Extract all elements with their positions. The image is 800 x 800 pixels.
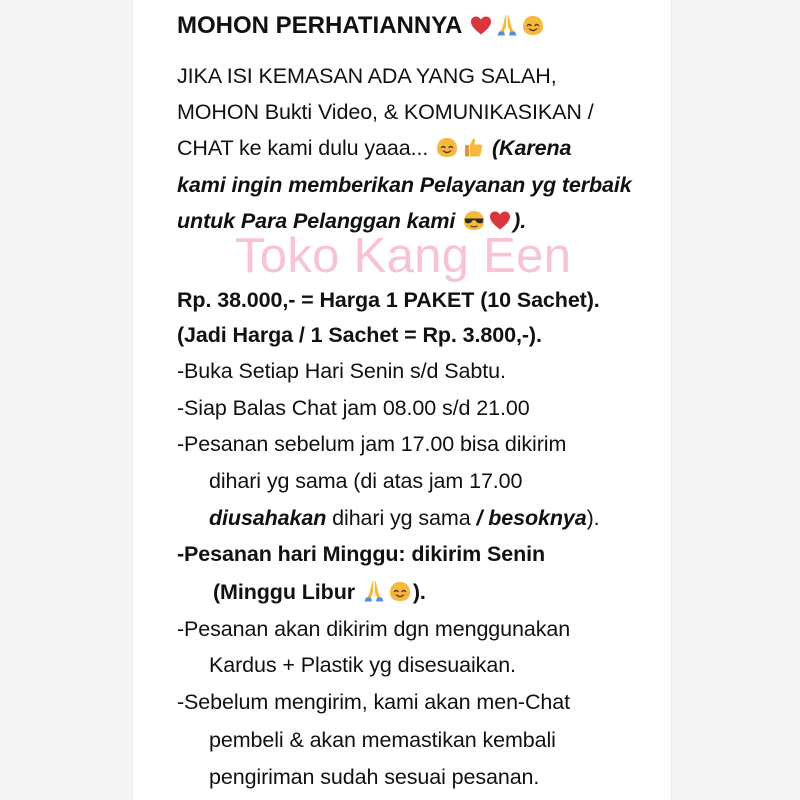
rule-order-cutoff-1: -Pesanan sebelum jam 17.00 bisa dikirim: [177, 432, 567, 456]
rule-order-cutoff-3-mid: dihari yg sama: [326, 506, 477, 530]
rule-sunday-2: [213, 578, 426, 606]
smiling-face-icon: [435, 135, 459, 159]
rule-sunday-2-text: (Minggu Libur: [213, 580, 355, 604]
rule-sunday-2-end: ).: [412, 580, 426, 604]
rule-open-days: -Buka Setiap Hari Senin s/d Sabtu.: [177, 359, 506, 383]
rule-confirm-3: pengiriman sudah sesuai pesanan.: [209, 765, 540, 789]
intro-line-5-end: ).: [513, 209, 527, 233]
rule-confirm-2: pembeli & akan memastikan kembali: [209, 728, 556, 752]
notice-title: [177, 12, 546, 40]
rule-order-cutoff-3-emph2: / besoknya: [476, 506, 587, 530]
store-watermark: Toko Kang Een: [235, 229, 572, 283]
rule-packaging-2: Kardus + Plastik yg disesuaikan.: [209, 653, 516, 677]
folded-hands-icon: [362, 579, 386, 603]
smiling-face-icon: [521, 13, 545, 37]
intro-line-3-italic: (Karena: [491, 136, 572, 160]
intro-line-5-text: untuk Para Pelanggan kami: [177, 209, 456, 233]
smiling-face-icon: [388, 579, 412, 603]
folded-hands-icon: [495, 13, 519, 37]
intro-line-1: JIKA ISI KEMASAN ADA YANG SALAH,: [177, 64, 557, 88]
rule-chat-hours: -Siap Balas Chat jam 08.00 s/d 21.00: [177, 396, 530, 420]
intro-line-3-text: CHAT ke kami dulu yaaa...: [177, 136, 429, 160]
intro-line-3: [177, 134, 571, 162]
rule-order-cutoff-3-emph: diusahakan: [209, 506, 327, 530]
intro-line-2: MOHON Bukti Video, & KOMUNIKASIKAN /: [177, 100, 594, 124]
rule-order-cutoff-3: [209, 504, 600, 532]
notice-title-text: MOHON PERHATIANNYA: [177, 12, 462, 39]
price-line-2: (Jadi Harga / 1 Sachet = Rp. 3.800,-).: [177, 323, 542, 347]
rule-order-cutoff-3-end: ).: [586, 506, 600, 530]
heart-icon: [469, 13, 493, 37]
price-line-1: Rp. 38.000,- = Harga 1 PAKET (10 Sachet).: [177, 288, 600, 312]
rule-packaging-1: -Pesanan akan dikirim dgn menggunakan: [177, 617, 571, 641]
thumbs-up-icon: [461, 135, 485, 159]
rule-sunday-1: -Pesanan hari Minggu: dikirim Senin: [177, 542, 546, 566]
content-panel: [132, 0, 672, 800]
intro-line-4: kami ingin memberikan Pelayanan yg terbaik: [177, 173, 632, 197]
rule-confirm-1: -Sebelum mengirim, kami akan men-Chat: [177, 690, 571, 714]
rule-order-cutoff-2: dihari yg sama (di atas jam 17.00: [209, 469, 523, 493]
